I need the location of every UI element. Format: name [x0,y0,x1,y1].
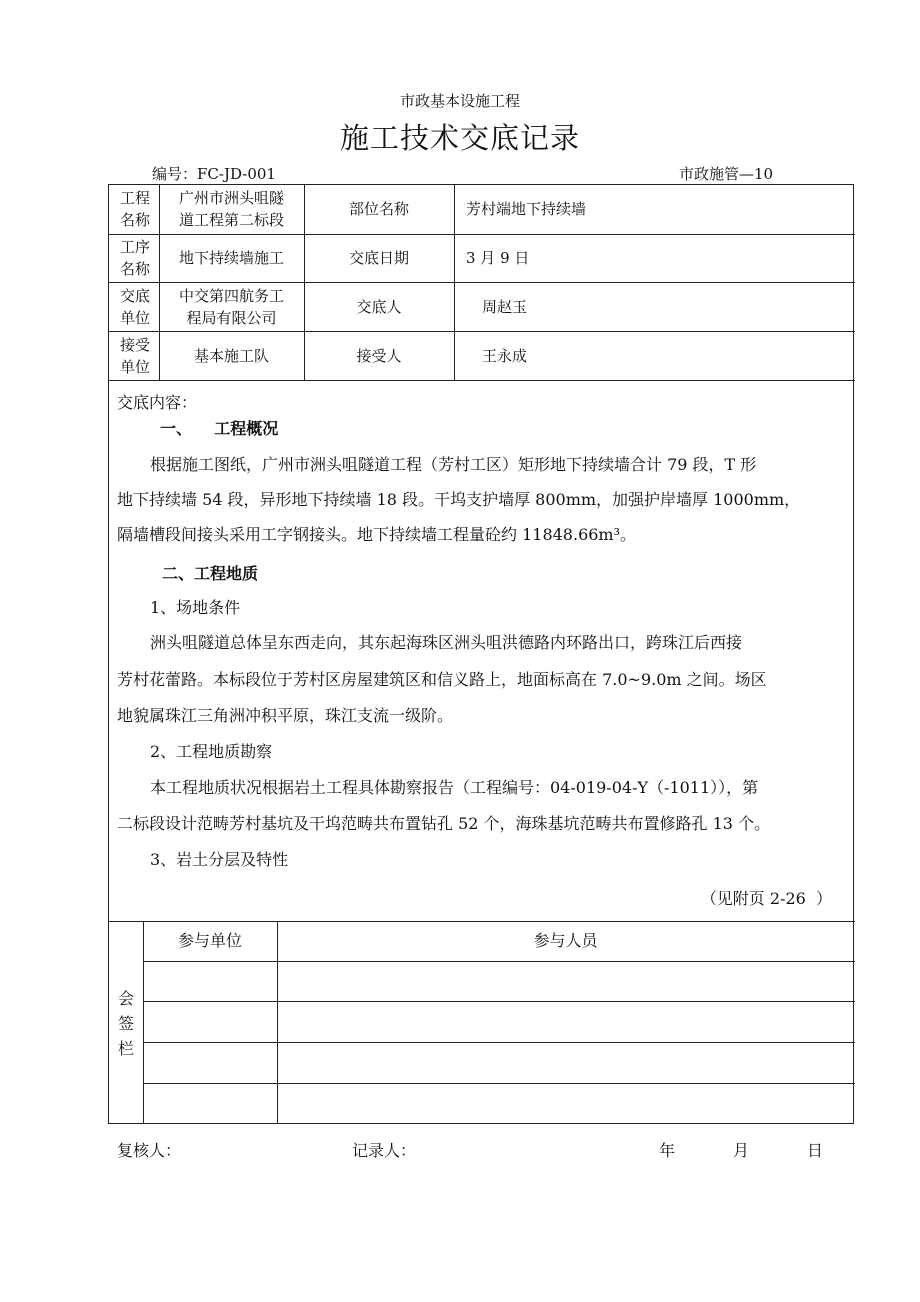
subsection-site-conditions: 1、场地条件 [150,598,241,617]
survey-line-2: 二标段设计范畴芳村基坑及干坞范畴共布置钻孔 52 个，海珠基坑范畴共布置修路孔 13 个。 [117,814,771,833]
overview-line-1: 根据施工图纸，广州市洲头咀隧道工程（芳村工区）矩形地下持续墙合计 79 段，T 形 [150,455,757,474]
handover-unit-value: 中交第四航务工 程局有限公司 [178,287,284,327]
month-label: 月 [733,1141,750,1160]
sign-column-persons: 参与人员 [533,931,598,950]
handover-person-value: 周赵玉 [482,298,528,316]
receiving-person-label: 接受人 [356,347,402,365]
document-subtitle: 市政基本设施工程 [399,92,520,110]
project-name-value: 广州市洲头咀隧 道工程第二标段 [178,189,284,229]
receiving-unit-value: 基本施工队 [193,347,269,365]
site-line-2: 芳村花蕾路。本标段位于芳村区房屋建筑区和信义路上，地面标高在 7.0~9.0m 之间。场区 [117,670,767,689]
handover-person-label: 交底人 [356,298,402,316]
reviewer-label: 复核人： [117,1141,182,1160]
sign-column-units: 参与单位 [177,931,242,950]
day-label: 日 [807,1141,824,1160]
receiving-unit-label: 接受 单位 [119,336,150,376]
appendix-note: （见附页 2-26 ） [700,889,832,908]
document-code: 编号：FC-JD-001 [152,165,276,183]
part-name-label: 部位名称 [348,200,409,218]
receiving-person-value: 王永成 [482,347,528,365]
process-name-value: 地下持续墙施工 [178,249,284,267]
site-line-3: 地貌属珠江三角洲冲积平原，珠江支流一级阶。 [117,706,454,725]
document-title: 施工技术交底记录 [339,121,580,155]
section-heading-overview: 一、 工程概况 [160,419,279,438]
handover-date-label: 交底日期 [348,249,409,267]
content-label: 交底内容： [117,393,198,412]
sign-section-label: 会 签 栏 [117,989,134,1058]
part-name-value: 芳村端地下持续墙 [466,200,587,218]
overview-line-2: 地下持续墙 54 段，异形地下持续墙 18 段。干坞支护墙厚 800mm，加强护岸墙厚 1000mm， [117,490,801,509]
site-line-1: 洲头咀隧道总体呈东西走向，其东起海珠区洲头咀洪德路内环路出口，跨珠江后西接 [150,633,743,652]
survey-line-1: 本工程地质状况根据岩土工程具体勘察报告（工程编号：04-019-04-Y（-1011）），第 [150,778,759,797]
process-name-label: 工序 名称 [119,238,150,278]
recorder-label: 记录人： [352,1141,417,1160]
form-number: 市政施管—10 [679,165,774,183]
project-name-label: 工程 名称 [119,189,150,229]
year-label: 年 [659,1141,676,1160]
subsection-soil-layers: 3、岩土分层及特性 [150,850,289,869]
overview-line-3: 隔墙槽段间接头采用工字钢接头。地下持续墙工程量砼约 11848.66m³。 [117,525,637,544]
section-heading-geology: 二、工程地质 [162,564,259,583]
handover-unit-label: 交底 单位 [119,287,150,327]
handover-date-value: 3 月 9 日 [466,249,530,267]
subsection-survey: 2、工程地质勘察 [150,742,273,761]
